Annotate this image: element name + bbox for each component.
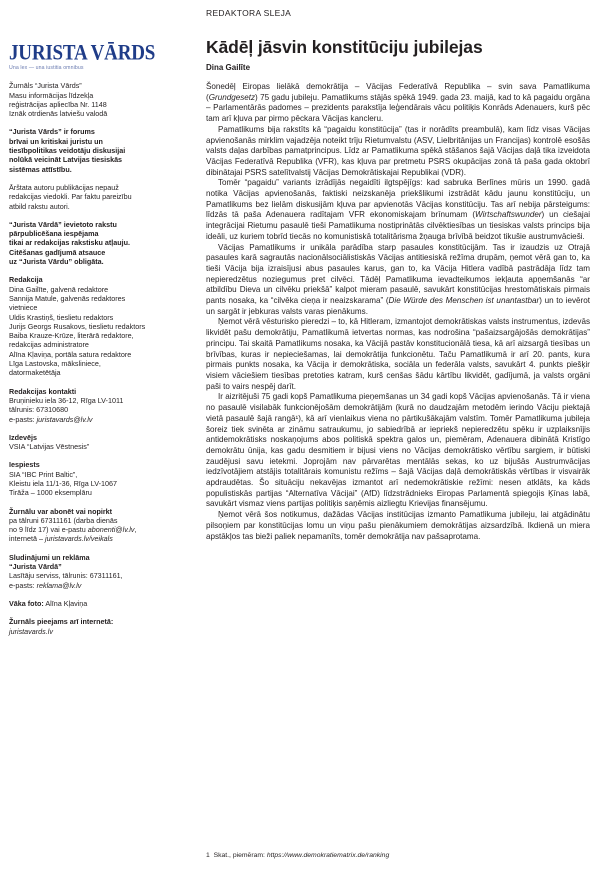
article-body <box>206 82 590 542</box>
email-prefix: e-pasts: <box>9 414 37 424</box>
shop-prefix: internetā – <box>9 534 45 544</box>
advertising-email-link[interactable]: reklama@lv.lv <box>36 580 82 590</box>
contacts-email-line <box>9 415 169 424</box>
shop-link[interactable]: juristavards.lv/veikals <box>44 534 113 544</box>
editorial-heading: Redakcija <box>9 275 43 285</box>
editorial-staff <box>9 275 169 377</box>
paragraph-text: Vācijas Pamatlikums ir unikāla parādība starp pasaules konstitūcijām. Tas ir izaudzis uz Otrajā pasaules karā sagrautās nacionālsociālistiskās Vācijas antitiesiskā režīma drupām, ņemot vērā gan to, ka tieši Vācija bija izraisījusi abus pasaules karus, gan to, ka Vācija Hitlera vadībā pastrādāja līdz tam nepieredzētus noziegumus pret cilvēci. Tādēļ Pamatlikuma ievadteikumos iekļauta apņemšanās “ar atbildību Dieva un cilvēku priekšā” kalpot mieram pasaulē, savukārt konstitūcijas hrestomātiskais pirmais pants nosaka, ka “cilvēka cieņa ir neaizskarama” ( <box>206 242 590 306</box>
registration-line: reģistrācijas apliecība Nr. 1148 <box>9 99 107 109</box>
article <box>206 36 590 542</box>
staff-line: Baiba Krauze-Krūze, literārā redaktore, <box>9 331 134 341</box>
mission-line: “Jurista Vārds” ir forums <box>9 127 95 137</box>
advertising-line <box>9 581 169 590</box>
mission-line: nolūkā veicināt Latvijas tiesiskās <box>9 155 123 165</box>
staff-line: Alīna Kļaviņa, portāla satura redaktore <box>9 349 132 359</box>
editorial-contacts <box>9 387 169 424</box>
printer-line: Tirāža – 1000 eksemplāru <box>9 488 92 498</box>
registration-info <box>9 81 169 118</box>
contacts-line: Bruņinieku iela 36-12, Rīga LV-1011 <box>9 395 124 405</box>
disclaimer-line: redakcijas viedokli. Par faktu pareizību <box>9 192 132 202</box>
masthead-sidebar <box>9 42 169 645</box>
printer-heading: Iespiests <box>9 460 40 470</box>
publisher-line: VSIA “Latvijas Vēstnesis” <box>9 442 90 452</box>
paragraph-text: Tomēr “pagaidu” variants izrādījās negaidīti ilgtspējīgs: kad sabruka Berlīnes mūris un 1990. gadā notika Vācijas apvienošanās, faktiski neizskanēja priekšlikumi izstrādāt kādu jaunu konstitūciju, un Pamatlikums bez lielām diskusijām kļuva par apvienotās Vācijas konstitūciju. Tas arī nebija pārsteigums: līdzās tā paša Adenauera radītajam VFR ekonomiskajam brīnumam ( <box>206 178 590 220</box>
footnote <box>206 852 590 859</box>
printer-info <box>9 460 169 497</box>
advertising-info <box>9 553 169 590</box>
disclaimer-line: Ārštata autoru publikācijas nepauž <box>9 182 119 192</box>
mission-line: brīvai un kritiskai juristu un <box>9 136 103 146</box>
article-paragraph: Ņemot vērā šos notikumus, dažādas Vācijas institūcijas izmanto Pamatlikuma jubileju, lai atgādinātu pilsoņiem par konstitūcijas lomu un viņu pašu pienākumiem demokrātijas aizsardzībā. Ikdienā un miera apstākļos tas bieži paliek nepamanīts, tomēr demokrātija nav pašsaprotama. <box>206 510 590 541</box>
subscription-info <box>9 507 169 544</box>
staff-line: Uldis Krastiņš, tieslietu redaktors <box>9 312 114 322</box>
advertising-prefix: e-pasts: <box>9 580 37 590</box>
subscription-line: pa tālruni 67311161 (darba dienās <box>9 515 118 525</box>
registration-line: Iznāk otrdienās latviešu valodā <box>9 109 108 119</box>
paragraph-text: ) 75 gadu jubileju. Pamatlikums stājās spēkā 1949. gada 23. maijā, kad to kā pagaidu orgāna – Parlamentārās padomes – prezidents parakstīja leģendārais vācu politiķis Konrāds Adenauers, kurš pēc tam arī kļuva par pirmo pēckara Vācijas kancleru. <box>206 92 590 124</box>
publisher-info <box>9 433 169 452</box>
subscription-email-link[interactable]: abonenti@lv.lv <box>87 525 135 535</box>
article-paragraph: Ņemot vērā vēsturisko pieredzi – to, kā Hitleram, izmantojot demokrātiskas valsts instrumentus, izdevās likvidēt pašu demokrātiju, Pamatlikumā ietvertas normas, kas nodrošina “pašaizsargājošās demokrātijas” principu. Tai skaitā Pamatlikums nosaka, ka Vācijā pastāv konstitucionālā tiesa, kā arī aizsargā tiesības un brīvības, kuras ir nepieciešamas, lai demokrātija funkcionētu. Taču Pamatlikumā ir arī 20. pants, kura pirmais punkts nosaka, ka Vācija ir demokrātiska, sociāla un federāla valsts, savukārt 4. punkts piešķir visiem vāciešiem tiesības pretoties katram, kurš cenšas šādu kārtību likvidēt, gadījumā, ja valsts orgāni paši to vairs nespēj darīt. <box>206 317 590 391</box>
logo-wordmark: JURISTA VĀRDS <box>9 40 156 65</box>
staff-line: redakcijas administratore <box>9 340 89 350</box>
reprint-line: pārpublicēšana iespējama <box>9 229 99 239</box>
section-label: REDAKTORA SLEJA <box>206 8 292 18</box>
paragraph-term: Die Würde des Menschen ist unantastbar <box>388 296 540 306</box>
staff-line: Sannija Matule, galvenās redaktores <box>9 293 126 303</box>
article-paragraph <box>206 82 590 125</box>
staff-line: vietniece <box>9 303 38 313</box>
paragraph-text: ) un ciešajai integrācijai Rietumu pasaulē tieši Pamatlikuma nostiprinātās cilvēktiesības un tiesiskas valsts princips bija ideāli, uz kuriem tobrīd tiecās no komunistiskā totalitārisma žņauga brīvībā beidzot tikušie austrumvācieši. <box>206 210 590 241</box>
website-link[interactable]: juristavards.lv <box>9 626 53 636</box>
reprint-line: uz “Jurista Vārdu” obligāta. <box>9 257 104 267</box>
article-paragraph: Pamatlikums bija rakstīts kā “pagaidu konstitūcija” (tas ir norādīts preambulā), kam līdz visas Vācijas apvienošanās mirklim vajadzēja noteikt trīju Rietumvalstu (ASV, Lielbritānijas un Francijas) kontrolē esošās valsts daļas darbības pamatprincipus. Līdz ar Pamatlikuma spēkā stāšanos šajā Vācijas daļā tika izveidota Vācijas Federatīvā Republika (VFR), kas kļuva par pretmetu PSRS okupācijas zonā tā paša gada oktobrī dibinātajai PSRS satelītvalstij Vācijas Demokrātiskajai Republikai (VDR). <box>206 124 590 177</box>
footnote-text: Skat., piemēram: <box>213 852 267 859</box>
footnote-link[interactable]: https://www.demokratiematrix.de/ranking <box>266 852 390 859</box>
publisher-heading: Izdevējs <box>9 432 37 442</box>
advertising-line: Lasītāju serviss, tālrunis: 67311161, <box>9 571 123 581</box>
mission-line: sistēmas attīstību. <box>9 164 72 174</box>
article-paragraph <box>206 178 590 242</box>
cover-photo-value: Alīna Kļaviņa <box>43 598 88 608</box>
footnote-number: 1 <box>206 852 210 859</box>
contacts-heading: Redakcijas kontakti <box>9 386 77 396</box>
logo-tagline: Una lex — una iustitia omnibus <box>9 65 84 71</box>
disclaimer-line: atbild rakstu autori. <box>9 201 70 211</box>
registration-line: Žurnāls “Jurista Vārds” <box>9 81 82 91</box>
editorial-email-link[interactable]: juristavards@lv.lv <box>36 414 93 424</box>
disclaimer <box>9 183 169 211</box>
paragraph-text: Šonedēļ Eiropas lielākā demokrātija – Vācijas Federatīvā Republika – svin sava Pamatlikuma ( <box>206 82 590 102</box>
reprint-policy <box>9 220 169 266</box>
staff-line: Jurijs Georgs Rusakovs, tieslietu redaktors <box>9 321 146 331</box>
subscription-suffix: , <box>134 525 137 535</box>
article-paragraph <box>206 243 590 318</box>
contacts-line: tālrunis: 67310680 <box>9 405 69 415</box>
cover-photo-line <box>9 599 169 608</box>
journal-logo <box>9 42 169 73</box>
registration-line: Masu informācijas līdzekļa <box>9 90 94 100</box>
paragraph-term: Wirtschaftswunder <box>475 210 542 220</box>
paragraph-text: ) un to ievērot un sargāt ir jebkuras valsts varas pienākums. <box>206 296 590 316</box>
advertising-subheading: “Jurista Vārdā” <box>9 562 62 572</box>
advertising-heading: Sludinājumi un reklāma <box>9 552 90 562</box>
reprint-line: Citēšanas gadījumā atsauce <box>9 247 106 257</box>
article-author: Dina Gailīte <box>206 63 251 72</box>
mission-statement <box>9 127 169 173</box>
reprint-line: tikai ar redakcijas rakstisku atļauju. <box>9 238 131 248</box>
cover-photo-label: Vāka foto: <box>9 598 44 608</box>
article-paragraph: Ir aizritējuši 75 gadi kopš Pamatlikuma pieņemšanas un 34 gadi kopš Vācijas apvienošanās. Tā ir viena no pasaulē visilabāk funkcionējošām demokrātijām (kurā no daudzajām metodēm ierindo Vāciju piektajā vietā pasaulē šajā rangā¹), kā arī vienlaikus viena no pārtikušākajām valstīm. Tomēr Pamatlikuma jubileja šoreiz tiek svinēta ar zināmu satraukumu, jo sabiedrībā ar iepriekš nepieredzētu spēku ir uzplaiksnījis antidemokrātisks noskaņojums abos politiskā spektra galos un, piemēram, Adenauera dibinātā Kristīgo demokrātu ūnija, kas gadu desmitiem ir bijusi viens no Vācijas demokrātisko vērtību sargiem, ir būtiski zaudējusi savu ietekmi. Joprojām nav pārvarētas mentālās sekas, ko uz bijušās Austrumvācijas iedzīvotājiem atstājis totalitārais komunistu režīms – šajā Vācijas daļā demokrātiskās vērtības ir visvairāk apdraudētas. Šo situāciju nekavējas izmantot arī nedemokrātiskie režīmi: nesen atklāts, ka kāds populistiskās partijas “Alternatīva Vācijai” (AfD) līdzstrādnieks Eiropas Parlamentā spiegojis Ķīnas labā, savukārt vismaz viens partijas politiķis saņēmis aizliegtu Krievijas finansējumu. <box>206 392 590 509</box>
online-access <box>9 617 169 636</box>
printer-line: SIA “IBC Print Baltic”, <box>9 469 78 479</box>
cover-photo-credit <box>9 599 169 608</box>
online-heading: Žurnāls pieejams arī internetā: <box>9 617 114 627</box>
printer-line: Kleistu iela 11/1-36, Rīga LV-1067 <box>9 478 118 488</box>
paragraph-term: Grundgesetz <box>208 92 256 102</box>
subscription-prefix: no 9 līdz 17) vai e-pastu <box>9 525 88 535</box>
reprint-line: “Jurista Vārdā” ievietoto rakstu <box>9 219 117 229</box>
subscription-heading: Žurnālu var abonēt vai nopirkt <box>9 506 113 516</box>
subscription-line <box>9 534 169 543</box>
staff-line: Dina Gailīte, galvenā redaktore <box>9 284 109 294</box>
staff-line: datormaketētāja <box>9 368 61 378</box>
subscription-line <box>9 525 169 534</box>
mission-line: tiesībpolitikas veidotāju diskusijai <box>9 146 126 156</box>
article-title: Kādēļ jāsvin konstitūciju jubilejas <box>206 37 483 57</box>
staff-line: Līga Lastovska, māksliniece, <box>9 359 101 369</box>
